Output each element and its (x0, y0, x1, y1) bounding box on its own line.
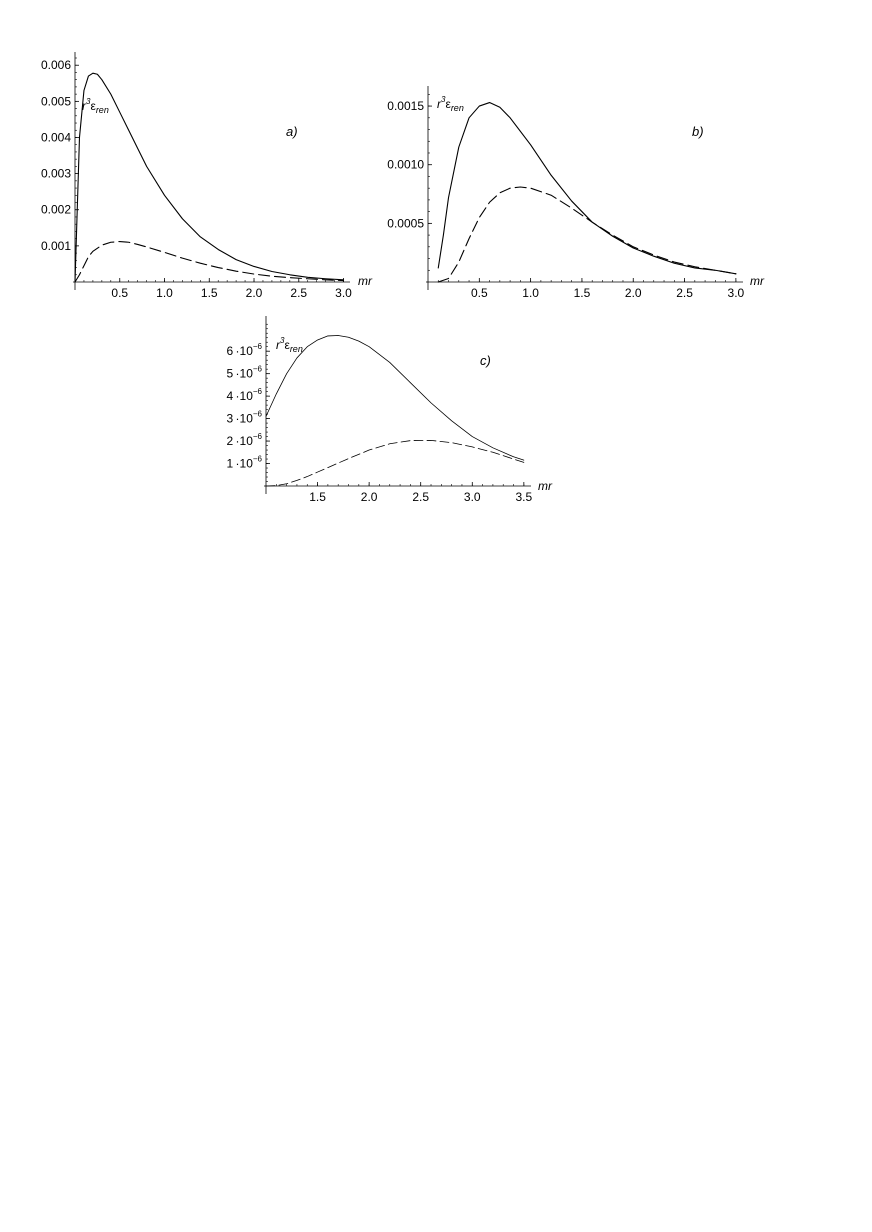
x-tick-label: 2.5 (676, 286, 693, 300)
y-axis-label: $r^3\varepsilon_{ren}$ (437, 95, 464, 113)
x-tick-label: 2.0 (624, 286, 642, 300)
y-tick-label: 0.0010 (387, 157, 424, 172)
y-tick-label: $2 \cdot 10^{-6}$ (226, 432, 262, 449)
x-tick-label: 3.5 (515, 490, 533, 504)
y-tick-label: 0.006 (40, 58, 71, 73)
y-tick-label: 0.0005 (387, 216, 424, 231)
figure (0, 0, 872, 560)
y-tick-label: 0.005 (40, 94, 71, 109)
x-tick-label: 1.5 (200, 286, 218, 300)
x-tick-label: 3.0 (463, 490, 481, 504)
y-tick-label: 0.003 (40, 166, 71, 181)
series-line-dashed (266, 440, 524, 486)
x-tick-label: 2.0 (360, 490, 378, 504)
y-tick-label: $4 \cdot 10^{-6}$ (226, 387, 262, 404)
series-line-solid (75, 73, 344, 282)
x-tick-label: 1.5 (309, 490, 326, 504)
y-tick-label: 0.004 (40, 130, 71, 145)
series-line-dashed (75, 242, 344, 282)
panel-label: b) (692, 124, 704, 139)
y-tick-label: 0.0015 (387, 99, 424, 114)
chart-panel-b (387, 86, 765, 300)
panel-label: a) (286, 124, 298, 139)
y-axis-label: $r^3\varepsilon_{ren}$ (82, 97, 109, 115)
x-tick-label: 2.5 (290, 286, 308, 300)
x-tick-label: 0.5 (111, 286, 129, 300)
x-tick-label: 2.5 (412, 490, 430, 504)
x-tick-label: 1.0 (522, 286, 539, 300)
x-tick-label: 3.0 (335, 286, 352, 300)
x-axis-label: mr (538, 479, 552, 493)
x-tick-label: 2.0 (245, 286, 263, 300)
x-tick-label: 3.0 (727, 286, 745, 300)
chart-panel-a (41, 52, 373, 300)
y-tick-label: $6 \cdot 10^{-6}$ (226, 342, 262, 359)
y-tick-label: 0.002 (40, 202, 71, 217)
series-line-dashed (438, 187, 736, 282)
x-axis-label: mr (750, 274, 764, 288)
x-axis-label: mr (358, 274, 372, 288)
y-tick-label: 0.001 (40, 238, 71, 253)
y-tick-label: $1 \cdot 10^{-6}$ (226, 454, 262, 471)
y-axis-label: $r^3\varepsilon_{ren}$ (276, 336, 303, 354)
y-tick-label: $5 \cdot 10^{-6}$ (226, 364, 262, 381)
x-tick-label: 1.5 (573, 286, 591, 300)
y-tick-label: $3 \cdot 10^{-6}$ (226, 409, 262, 426)
chart-panel-c (226, 316, 553, 504)
x-tick-label: 1.0 (156, 286, 173, 300)
x-tick-label: 0.5 (470, 286, 488, 300)
panel-label: c) (480, 353, 491, 368)
